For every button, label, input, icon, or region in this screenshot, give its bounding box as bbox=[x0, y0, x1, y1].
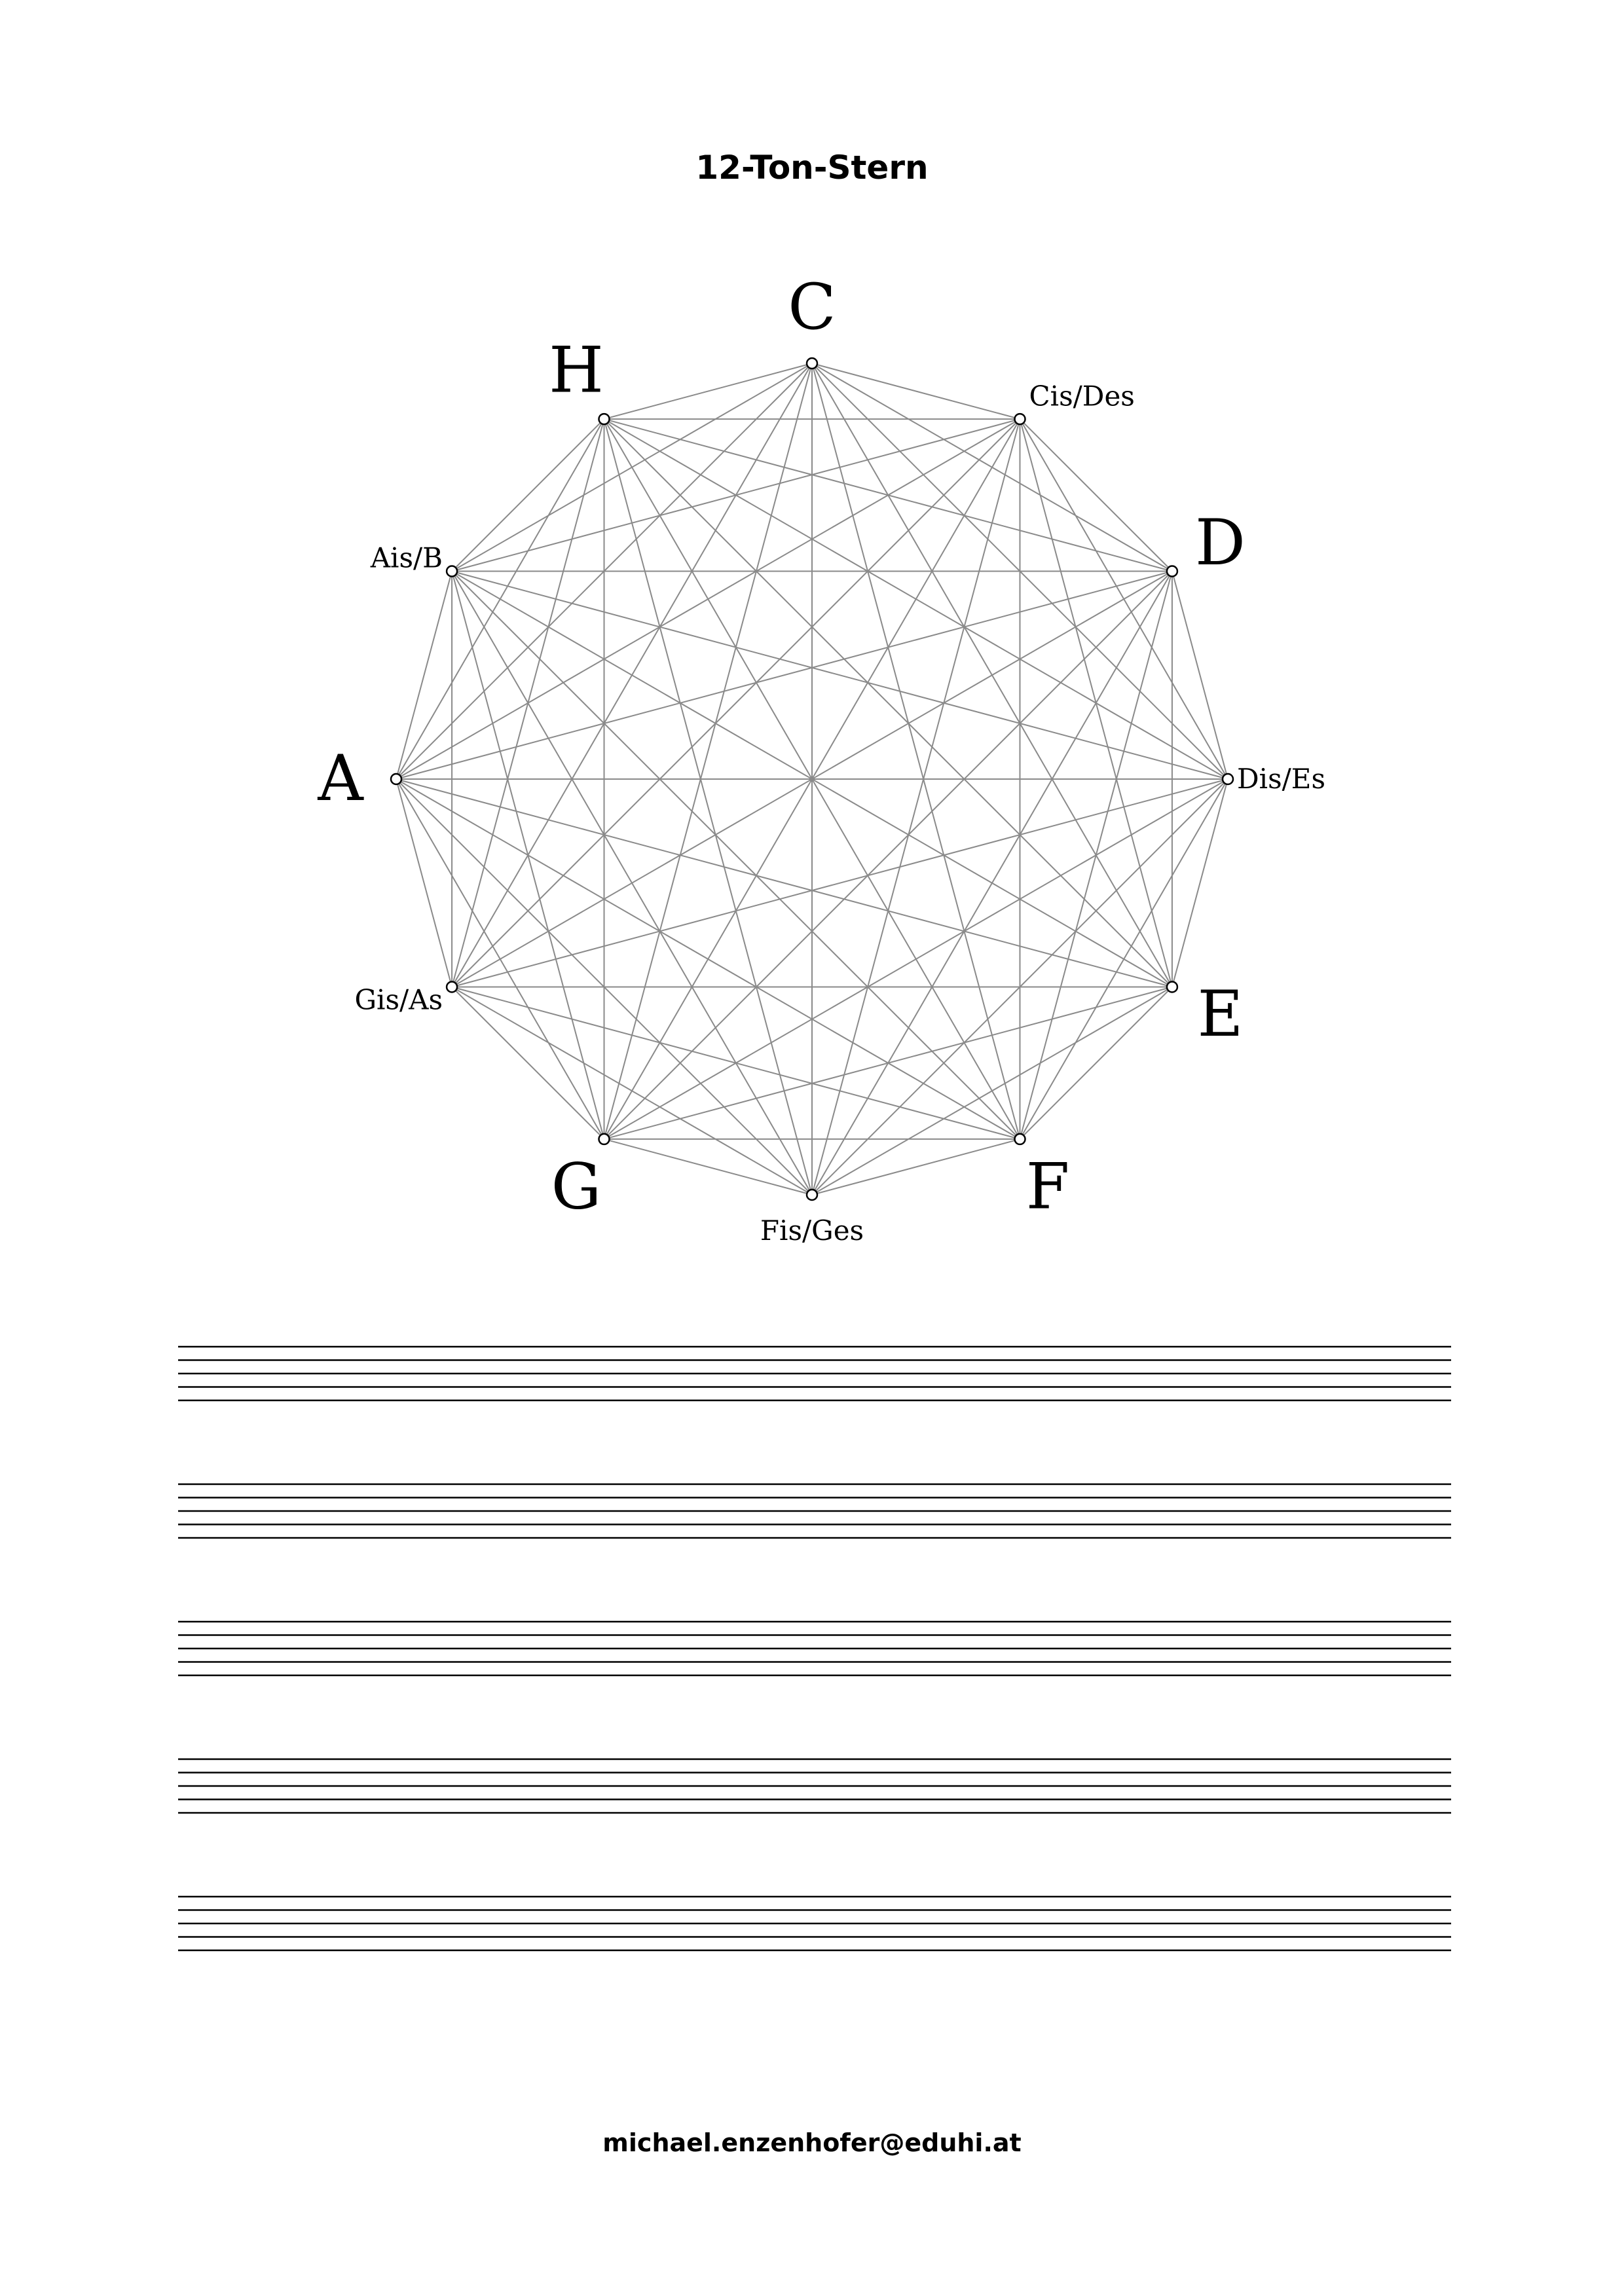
star-line-G-A bbox=[396, 779, 604, 1139]
staff-2 bbox=[178, 1484, 1451, 1538]
note-label-dis-es: Dis/Es bbox=[1237, 763, 1326, 795]
star-line-F-Fis-Ges bbox=[812, 1139, 1020, 1195]
star-line-Fis-Ges-Ais-B bbox=[452, 572, 812, 1195]
star-line-Dis-Es-E bbox=[1172, 779, 1228, 987]
star-note-labels bbox=[317, 270, 1325, 1247]
star-line-G-Ais-B bbox=[452, 572, 604, 1139]
staff-1 bbox=[178, 1347, 1451, 1400]
star-node-e bbox=[1167, 982, 1177, 993]
star-line-Ais-B-H bbox=[452, 419, 604, 571]
star-line-F-A bbox=[396, 779, 1020, 1139]
star-line-Dis-Es-H bbox=[604, 419, 1228, 779]
star-node-a bbox=[391, 774, 401, 784]
star-line-A-Ais-B bbox=[396, 572, 452, 780]
star-node-ais-b bbox=[447, 566, 457, 577]
star-node-fis-ges bbox=[807, 1190, 817, 1200]
star-line-Gis-As-A bbox=[396, 779, 452, 987]
star-line-Cis-Des-D bbox=[1020, 419, 1172, 571]
note-label-c: C bbox=[788, 270, 836, 344]
note-label-e: E bbox=[1197, 977, 1244, 1051]
star-line-Fis-Ges-Gis-As bbox=[452, 987, 812, 1195]
star-line-Gis-As-H bbox=[452, 419, 604, 987]
star-node-dis-es bbox=[1223, 774, 1233, 784]
note-label-g: G bbox=[551, 1150, 602, 1224]
star-line-C-H bbox=[604, 363, 813, 419]
staff-3 bbox=[178, 1622, 1451, 1675]
note-label-d: D bbox=[1195, 506, 1246, 579]
star-node-d bbox=[1167, 566, 1177, 577]
footer-email: michael.enzenhofer@eduhi.at bbox=[602, 2128, 1022, 2157]
star-node-cis-des bbox=[1015, 414, 1025, 424]
star-line-D-H bbox=[604, 419, 1172, 571]
note-label-fis-ges: Fis/Ges bbox=[760, 1214, 864, 1247]
page-title: 12-Ton-Stern bbox=[695, 149, 929, 187]
star-connecting-lines bbox=[396, 363, 1228, 1195]
star-line-Cis-Des-Gis-As bbox=[452, 419, 1020, 987]
star-node-h bbox=[599, 414, 610, 424]
star-line-Fis-Ges-G bbox=[604, 1139, 813, 1195]
staff-4 bbox=[178, 1759, 1451, 1813]
star-line-G-Gis-As bbox=[452, 987, 604, 1139]
star-node-f bbox=[1015, 1134, 1025, 1144]
star-node-c bbox=[807, 358, 817, 369]
note-label-f: F bbox=[1025, 1150, 1070, 1224]
note-label-ais-b: Ais/B bbox=[370, 541, 443, 574]
note-label-gis-as: Gis/As bbox=[354, 983, 443, 1016]
note-label-a: A bbox=[318, 742, 363, 815]
star-node-gis-as bbox=[447, 982, 457, 993]
star-line-D-Dis-Es bbox=[1172, 572, 1228, 780]
star-line-D-G bbox=[604, 572, 1172, 1139]
staff-5 bbox=[178, 1897, 1451, 1950]
note-label-h: H bbox=[549, 333, 604, 407]
note-label-cis-des: Cis/Des bbox=[1029, 380, 1135, 412]
star-node-g bbox=[599, 1134, 610, 1144]
star-line-E-F bbox=[1020, 987, 1172, 1139]
star-line-A-H bbox=[396, 419, 604, 779]
star-line-E-H bbox=[604, 419, 1172, 987]
star-line-F-Ais-B bbox=[452, 572, 1020, 1139]
star-line-C-Cis-Des bbox=[812, 363, 1020, 419]
